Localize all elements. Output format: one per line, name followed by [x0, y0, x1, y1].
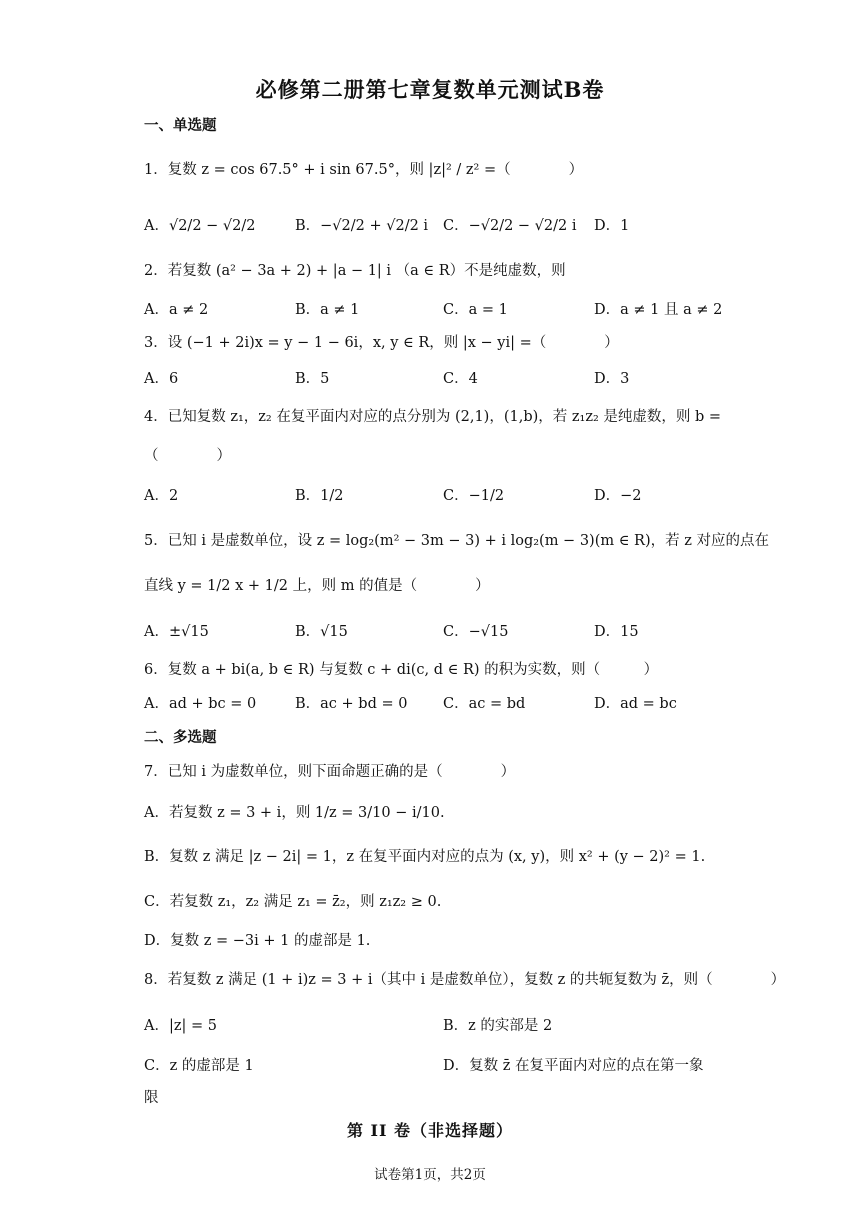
question-6-option-d: D．ad = bc [594, 696, 677, 712]
question-1-stem: 1．复数 z = cos 67.5° + i sin 67.5°，则 |z|² / z² =（ ） [144, 162, 584, 178]
question-2-option-c: C．a = 1 [443, 302, 508, 318]
question-2-stem: 2．若复数 (a² − 3a + 2) + |a − 1| i （a ∈ R）不是纯虚数，则 [144, 263, 566, 279]
question-4-option-c: C．−1/2 [443, 488, 505, 504]
question-7-option-a: A．若复数 z = 3 + i，则 1/z = 3/10 − i/10. [144, 805, 445, 821]
question-5-option-b: B．√15 [295, 624, 348, 640]
question-5-stem: 5．已知 i 是虚数单位，设 z = log₂(m² − 3m − 3) + i log₂(m − 3)(m ∈ R)，若 z 对应的点在 [144, 533, 769, 549]
question-1-option-b: B．−√2/2 + √2/2 i [295, 218, 429, 234]
question-1-option-d: D．1 [594, 218, 630, 234]
question-8-option-b: B．z 的实部是 2 [443, 1018, 553, 1034]
question-5-option-a: A．±√15 [144, 624, 209, 640]
question-7-option-b: B．复数 z 满足 |z − 2i| = 1，z 在复平面内对应的点为 (x, y)，则 x² + (y − 2)² = 1. [144, 849, 706, 865]
question-5-option-c: C．−√15 [443, 624, 509, 640]
question-5-option-d: D．15 [594, 624, 639, 640]
question-4-stem: 4．已知复数 z₁，z₂ 在复平面内对应的点分别为 (2,1)，(1,b)，若 z₁z₂ 是纯虚数，则 b = [144, 409, 722, 425]
question-3-option-d: D．3 [594, 371, 630, 387]
question-3-option-c: C．4 [443, 371, 478, 387]
question-2-option-a: A．a ≠ 2 [144, 302, 209, 318]
page-title: 必修第二册第七章复数单元测试B卷 [255, 77, 605, 102]
question-4-option-b: B．1/2 [295, 488, 344, 504]
question-3-option-a: A．6 [144, 371, 179, 387]
question-4-option-d: D．−2 [594, 488, 642, 504]
question-6-option-a: A．ad + bc = 0 [144, 696, 257, 712]
question-1-option-c: C．−√2/2 − √2/2 i [443, 218, 577, 234]
question-2-option-b: B．a ≠ 1 [295, 302, 360, 318]
question-8-option-d-continued: 限 [144, 1090, 159, 1106]
part-two-heading: 第 II 卷（非选择题） [346, 1121, 514, 1140]
question-4-stem-continued: （ ） [144, 448, 231, 464]
question-3-option-b: B．5 [295, 371, 330, 387]
question-3-stem: 3．设 (−1 + 2i)x = y − 1 − 6i，x, y ∈ R，则 |x − yi| =（ ） [144, 335, 619, 351]
question-7-option-c: C．若复数 z₁，z₂ 满足 z₁ = z̄₂，则 z₁z₂ ≥ 0. [144, 894, 442, 910]
question-6-option-b: B．ac + bd = 0 [295, 696, 408, 712]
question-1-option-a: A．√2/2 − √2/2 [144, 218, 256, 234]
question-8-stem: 8．若复数 z 满足 (1 + i)z = 3 + i（其中 i 是虚数单位），复数 z 的共轭复数为 z̄，则（ ） [144, 972, 786, 988]
question-4-option-a: A．2 [144, 488, 179, 504]
question-8-option-c: C．z 的虚部是 1 [144, 1058, 254, 1074]
question-6-option-c: C．ac = bd [443, 696, 526, 712]
question-5-stem-continued: 直线 y = 1/2 x + 1/2 上，则 m 的值是（ ） [144, 578, 490, 594]
page-footer: 试卷第1页，共2页 [374, 1167, 486, 1183]
question-6-stem: 6．复数 a + bi(a, b ∈ R) 与复数 c + di(c, d ∈ R) 的积为实数，则（ ） [144, 662, 659, 678]
section-single-choice: 一、单选题 [144, 117, 217, 134]
question-2-option-d: D．a ≠ 1 且 a ≠ 2 [594, 302, 723, 318]
section-multiple-choice: 二、多选题 [144, 729, 217, 746]
question-8-option-d: D．复数 z̄ 在复平面内对应的点在第一象 [443, 1058, 704, 1074]
question-8-option-a: A．|z| = 5 [144, 1018, 217, 1034]
question-7-option-d: D．复数 z = −3i + 1 的虚部是 1. [144, 933, 371, 949]
question-7-stem: 7．已知 i 为虚数单位，则下面命题正确的是（ ） [144, 764, 516, 780]
